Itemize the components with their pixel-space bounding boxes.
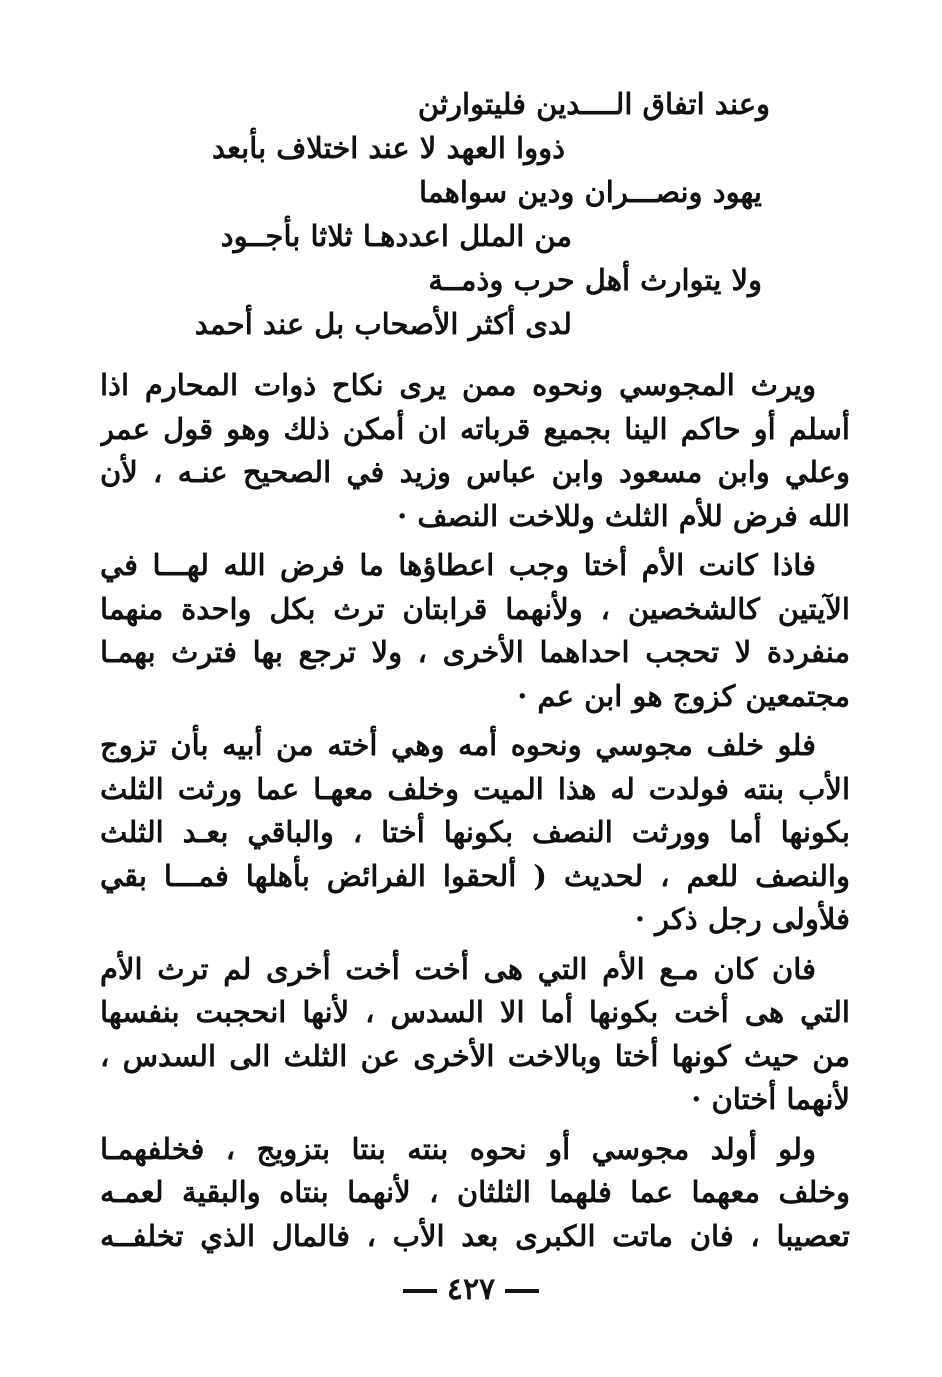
text-line: فلو خلف مجوسي ونحوه أمه وهي أخته من أبيه بأن تزوج <box>100 728 816 762</box>
text-line: والنصف للعم ، لحديث ( ألحقوا الفرائض بأهلها فمـــا بقي <box>100 858 850 893</box>
text-line: فان كان مـع الأم التي هى أخت أخت أخرى لم ترث الأم <box>100 951 816 986</box>
text-line: تعصيبا ، فان ماتت الكبرى بعد الأب ، فالمال الذي تخلفــه <box>100 1218 850 1253</box>
verse-line: لدى أكثر الأصحاب بل عند أحمد <box>194 307 572 341</box>
text-line: وعلي وابن مسعود وابن عباس وزيد في الصحيح عنـه ، لأن <box>100 455 850 489</box>
poem-verses <box>150 82 790 346</box>
text-line: منفردة لا تحجب احداهما الأخرى ، ولا ترجع بها فترث بهمـا <box>100 635 850 669</box>
text-line: مجتمعين كزوج هو ابن عم · <box>517 678 850 713</box>
text-line: أسلم أو حاكم الينا بجميع قرباته ان أمكن ذلك وهو قول عمر <box>100 411 850 446</box>
verse-line: من الملل اعددهـا ثلاثا بأجــود <box>220 219 572 253</box>
paragraph <box>100 544 850 718</box>
text-line: بكونها أما وورثت النصف بكونها أختا ، والباقي بعـد الثلث <box>100 815 850 849</box>
page-number-dash <box>505 1289 539 1293</box>
paragraph <box>100 948 850 1122</box>
verse-line: يهود ونصـــران ودين سواهما <box>419 175 762 209</box>
text-line: وخلف معهما عما فلهما الثلثان ، لأنهما بنتاه والبقية لعمـه <box>100 1175 850 1209</box>
text-line: التي هى أخت بكونها أما الا السدس ، لأنها انحجبت بنفسها <box>100 995 850 1029</box>
text-line: فاذا كانت الأم أختا وجب اعطاؤها ما فرض الله لهـــا في <box>100 548 816 582</box>
text-line: فلأولى رجل ذكر · <box>634 902 850 936</box>
text-line: الله فرض للأم الثلث وللاخت النصف · <box>397 498 850 533</box>
paragraph <box>100 724 850 942</box>
verse-line: ولا يتوارث أهل حرب وذمــة <box>428 263 762 297</box>
page-number <box>0 1272 942 1307</box>
text-line: الآيتين كالشخصين ، ولأنهما قرابتان ترث بكل واحدة منهما <box>100 591 850 626</box>
verse-line: وعند اتفاق الــــدين فليتوارثن <box>417 87 770 121</box>
text-line: من حيث كونها أختا وبالاخت الأخرى عن الثلث الى السدس ، <box>100 1038 850 1073</box>
text-line: لأنهما أختان · <box>691 1082 850 1116</box>
page-number-value: ٤٢٧ <box>446 1272 496 1307</box>
paragraph <box>100 364 850 538</box>
text-line: الأب بنته فولدت له هذا الميت وخلف معهـا عما ورثت الثلث <box>100 771 850 806</box>
text-line: ويرث المجوسي ونحوه ممن يرى نكاح ذوات المحارم اذا <box>100 368 816 402</box>
text-line: ولو أولد مجوسي أو نحوه بنته بنتا بتزويج ، فخلفهمـا <box>100 1131 816 1166</box>
body-text <box>100 364 850 1264</box>
page-number-dash <box>403 1289 437 1293</box>
paragraph <box>100 1128 850 1259</box>
verse-line: ذووا العهد لا عند اختلاف بأبعد <box>211 131 565 165</box>
